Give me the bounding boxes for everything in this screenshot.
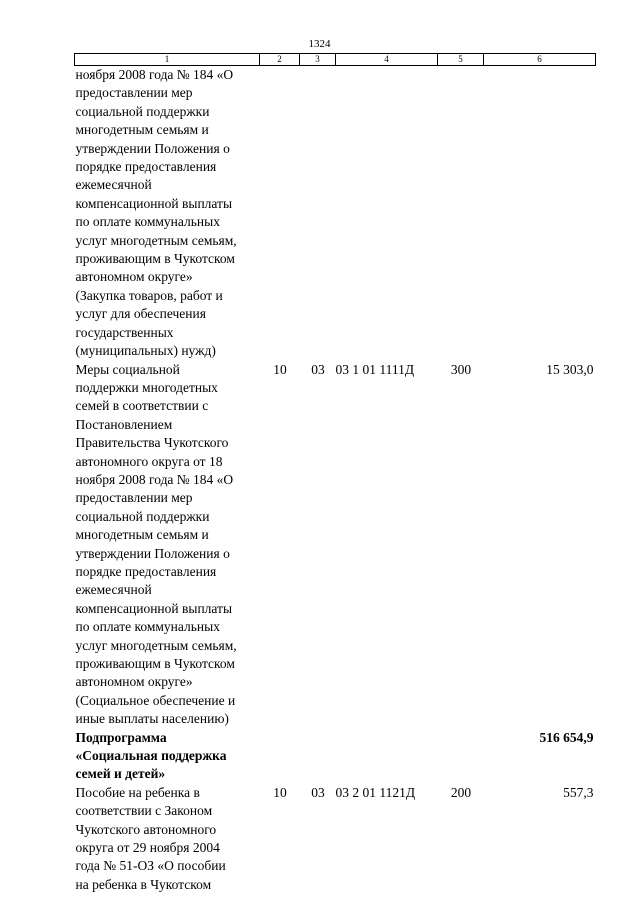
description-line: услуг многодетным семьям, (75, 637, 237, 653)
table-row (75, 729, 596, 784)
row-section: 10 (273, 361, 287, 377)
table-row (75, 66, 596, 361)
description-line: компенсационной выплаты (75, 195, 233, 211)
row-target-article: 03 1 01 1111Д (335, 361, 415, 377)
row-description (75, 784, 260, 894)
description-line: автономного округа от 18 (75, 453, 223, 469)
description-line: Чукотского автономного (75, 821, 217, 837)
header-cell-amount: 6 (484, 54, 596, 66)
table-body (75, 66, 596, 895)
description-line: ежемесячной (75, 582, 152, 598)
row-amount: 15 303,0 (546, 361, 594, 377)
description-line: ноября 2008 года № 184 «О (75, 471, 234, 487)
description-line: порядке предоставления (75, 563, 217, 579)
description-line: Меры социальной (75, 361, 180, 377)
description-line: семей и детей» (75, 766, 166, 782)
header-cell-target-article: 4 (336, 54, 438, 66)
description-line: (Закупка товаров, работ и (75, 287, 223, 303)
row-description (75, 729, 260, 784)
row-target-article (336, 66, 438, 361)
description-line: предоставлении мер (75, 85, 193, 101)
description-line: Пособие на ребенка в (75, 784, 200, 800)
table-row (75, 784, 596, 894)
description-line: ежемесячной (75, 177, 152, 193)
description-line: многодетным семьям и (75, 122, 209, 138)
header-cell-expense-type: 5 (438, 54, 484, 66)
description-line: компенсационной выплаты (75, 600, 233, 616)
description-line: ноября 2008 года № 184 «О (75, 67, 234, 82)
row-expense-type (438, 729, 484, 784)
description-line: социальной поддержки (75, 103, 210, 119)
description-line: проживающим в Чукотском (75, 656, 235, 671)
description-line: (Социальное обеспечение и (75, 692, 236, 708)
description-line: по оплате коммунальных (75, 619, 220, 635)
row-target-article (336, 729, 438, 784)
description-line: проживающим в Чукотском (75, 251, 235, 267)
description-line: соответствии с Законом (75, 803, 213, 819)
row-expense-type: 200 (450, 784, 472, 800)
row-expense-type: 300 (450, 361, 472, 377)
description-line: государственных (75, 324, 174, 340)
description-line: порядке предоставления (75, 159, 217, 175)
description-line: округа от 29 ноября 2004 (75, 840, 220, 856)
header-cell-description: 1 (75, 54, 260, 66)
header-cell-section: 2 (260, 54, 300, 66)
description-line: многодетным семьям и (75, 527, 209, 543)
row-subsection: 03 (311, 361, 325, 377)
row-section (260, 729, 300, 784)
description-line: услуг многодетным семьям, (75, 232, 237, 248)
header-row (75, 54, 596, 66)
row-target-article: 03 2 01 1121Д (335, 784, 416, 800)
row-subsection: 03 (311, 784, 325, 800)
budget-table (74, 53, 596, 894)
table-row (75, 361, 596, 729)
row-subsection (300, 66, 336, 361)
row-description (75, 361, 260, 729)
description-line: поддержки многодетных (75, 379, 218, 395)
description-line: (муниципальных) нужд) (75, 343, 216, 359)
row-amount (484, 66, 596, 361)
description-line: по оплате коммунальных (75, 214, 220, 230)
description-line: автономном округе» (75, 269, 193, 285)
description-line: Постановлением (75, 416, 173, 432)
row-subsection (300, 729, 336, 784)
description-line: услуг для обеспечения (75, 306, 206, 322)
description-line: «Социальная поддержка (75, 748, 227, 764)
description-line: года № 51-ОЗ «О пособии (75, 858, 226, 874)
description-line: семей в соответствии с (75, 398, 209, 414)
description-line: утверждении Положения о (75, 545, 230, 561)
description-line: утверждении Положения о (75, 140, 230, 156)
description-line: на ребенка в Чукотском (75, 876, 212, 892)
description-line: Правительства Чукотского (75, 435, 229, 451)
row-section (260, 66, 300, 361)
table-header (75, 54, 596, 66)
row-section: 10 (273, 784, 287, 800)
description-line: предоставлении мер (75, 490, 193, 506)
row-description (75, 66, 260, 361)
row-amount: 516 654,9 (539, 729, 594, 745)
description-line: иные выплаты населению) (75, 711, 229, 727)
row-amount: 557,3 (563, 784, 594, 800)
description-line: социальной поддержки (75, 508, 210, 524)
row-expense-type (438, 66, 484, 361)
description-line: автономном округе» (75, 674, 193, 690)
page-number: 1324 (308, 38, 331, 50)
description-line: Подпрограмма (75, 729, 167, 745)
header-cell-subsection: 3 (300, 54, 336, 66)
